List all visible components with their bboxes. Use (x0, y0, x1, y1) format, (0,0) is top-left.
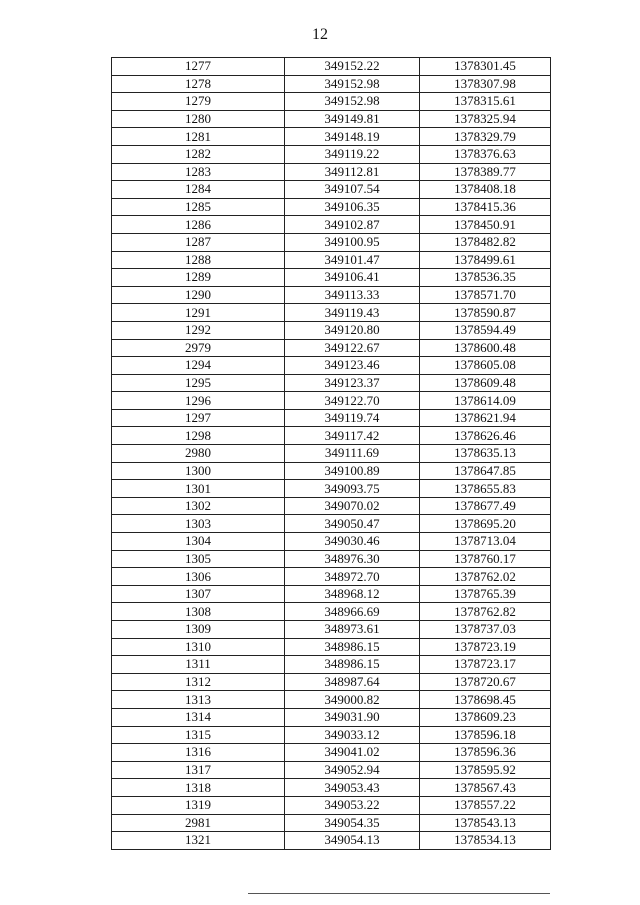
table-row (112, 779, 551, 797)
table-row (112, 392, 551, 410)
point-number-cell: 2980 (112, 445, 285, 463)
table-row (112, 163, 551, 181)
table-row (112, 568, 551, 586)
point-number-cell: 1316 (112, 744, 285, 762)
y-coordinate-cell: 1378762.02 (420, 568, 551, 586)
table-row (112, 216, 551, 234)
y-coordinate-cell: 1378737.03 (420, 621, 551, 639)
point-number-cell: 1308 (112, 603, 285, 621)
y-coordinate-cell: 1378698.45 (420, 691, 551, 709)
table-row (112, 251, 551, 269)
x-coordinate-cell: 348976.30 (285, 550, 420, 568)
y-coordinate-cell: 1378543.13 (420, 814, 551, 832)
y-coordinate-cell: 1378621.94 (420, 409, 551, 427)
y-coordinate-cell: 1378614.09 (420, 392, 551, 410)
point-number-cell: 1315 (112, 726, 285, 744)
x-coordinate-cell: 349111.69 (285, 445, 420, 463)
point-number-cell: 1286 (112, 216, 285, 234)
point-number-cell: 1314 (112, 708, 285, 726)
point-number-cell: 1306 (112, 568, 285, 586)
x-coordinate-cell: 349102.87 (285, 216, 420, 234)
table-row (112, 409, 551, 427)
point-number-cell: 1302 (112, 497, 285, 515)
point-number-cell: 1304 (112, 533, 285, 551)
point-number-cell: 2979 (112, 339, 285, 357)
x-coordinate-cell: 349113.33 (285, 286, 420, 304)
y-coordinate-cell: 1378389.77 (420, 163, 551, 181)
x-coordinate-cell: 349070.02 (285, 497, 420, 515)
x-coordinate-cell: 349106.35 (285, 198, 420, 216)
y-coordinate-cell: 1378594.49 (420, 321, 551, 339)
x-coordinate-cell: 349054.35 (285, 814, 420, 832)
table-row (112, 638, 551, 656)
point-number-cell: 1294 (112, 357, 285, 375)
y-coordinate-cell: 1378596.36 (420, 744, 551, 762)
table-row (112, 75, 551, 93)
table-row (112, 286, 551, 304)
point-number-cell: 1285 (112, 198, 285, 216)
point-number-cell: 1287 (112, 233, 285, 251)
point-number-cell: 1284 (112, 181, 285, 199)
y-coordinate-cell: 1378695.20 (420, 515, 551, 533)
y-coordinate-cell: 1378325.94 (420, 110, 551, 128)
y-coordinate-cell: 1378596.18 (420, 726, 551, 744)
x-coordinate-cell: 349101.47 (285, 251, 420, 269)
table-row (112, 550, 551, 568)
table-row (112, 233, 551, 251)
x-coordinate-cell: 349112.81 (285, 163, 420, 181)
table-row (112, 269, 551, 287)
x-coordinate-cell: 348968.12 (285, 585, 420, 603)
table-row (112, 58, 551, 76)
table-row (112, 497, 551, 515)
y-coordinate-cell: 1378557.22 (420, 796, 551, 814)
y-coordinate-cell: 1378408.18 (420, 181, 551, 199)
x-coordinate-cell: 349053.22 (285, 796, 420, 814)
y-coordinate-cell: 1378315.61 (420, 93, 551, 111)
y-coordinate-cell: 1378635.13 (420, 445, 551, 463)
table-row (112, 357, 551, 375)
table-row (112, 198, 551, 216)
table-row (112, 691, 551, 709)
table-row (112, 832, 551, 850)
y-coordinate-cell: 1378723.17 (420, 656, 551, 674)
point-number-cell: 1295 (112, 374, 285, 392)
y-coordinate-cell: 1378329.79 (420, 128, 551, 146)
table-row (112, 93, 551, 111)
table-row (112, 761, 551, 779)
point-number-cell: 1290 (112, 286, 285, 304)
x-coordinate-cell: 349030.46 (285, 533, 420, 551)
table-row (112, 585, 551, 603)
x-coordinate-cell: 349152.98 (285, 93, 420, 111)
x-coordinate-cell: 349119.74 (285, 409, 420, 427)
y-coordinate-cell: 1378713.04 (420, 533, 551, 551)
table-row (112, 533, 551, 551)
table-row (112, 673, 551, 691)
x-coordinate-cell: 349123.46 (285, 357, 420, 375)
table-row (112, 603, 551, 621)
x-coordinate-cell: 348987.64 (285, 673, 420, 691)
table-row (112, 708, 551, 726)
y-coordinate-cell: 1378450.91 (420, 216, 551, 234)
point-number-cell: 2981 (112, 814, 285, 832)
point-number-cell: 1307 (112, 585, 285, 603)
page-number: 12 (312, 26, 328, 43)
y-coordinate-cell: 1378626.46 (420, 427, 551, 445)
y-coordinate-cell: 1378376.63 (420, 145, 551, 163)
x-coordinate-cell: 348986.15 (285, 656, 420, 674)
table-row (112, 796, 551, 814)
x-coordinate-cell: 349119.43 (285, 304, 420, 322)
y-coordinate-cell: 1378600.48 (420, 339, 551, 357)
x-coordinate-cell: 349100.89 (285, 462, 420, 480)
x-coordinate-cell: 349053.43 (285, 779, 420, 797)
x-coordinate-cell: 349149.81 (285, 110, 420, 128)
y-coordinate-cell: 1378760.17 (420, 550, 551, 568)
x-coordinate-cell: 349148.19 (285, 128, 420, 146)
x-coordinate-cell: 349100.95 (285, 233, 420, 251)
point-number-cell: 1289 (112, 269, 285, 287)
point-number-cell: 1281 (112, 128, 285, 146)
y-coordinate-cell: 1378677.49 (420, 497, 551, 515)
x-coordinate-cell: 349122.70 (285, 392, 420, 410)
x-coordinate-cell: 349041.02 (285, 744, 420, 762)
x-coordinate-cell: 349152.22 (285, 58, 420, 76)
point-number-cell: 1319 (112, 796, 285, 814)
table-row (112, 814, 551, 832)
y-coordinate-cell: 1378499.61 (420, 251, 551, 269)
y-coordinate-cell: 1378595.92 (420, 761, 551, 779)
bottom-rule (248, 893, 550, 894)
coordinates-table (111, 57, 551, 850)
y-coordinate-cell: 1378655.83 (420, 480, 551, 498)
y-coordinate-cell: 1378415.36 (420, 198, 551, 216)
x-coordinate-cell: 349052.94 (285, 761, 420, 779)
table-row (112, 339, 551, 357)
table-row (112, 145, 551, 163)
y-coordinate-cell: 1378720.67 (420, 673, 551, 691)
x-coordinate-cell: 349033.12 (285, 726, 420, 744)
table-row (112, 621, 551, 639)
point-number-cell: 1277 (112, 58, 285, 76)
y-coordinate-cell: 1378307.98 (420, 75, 551, 93)
y-coordinate-cell: 1378482.82 (420, 233, 551, 251)
table-row (112, 462, 551, 480)
point-number-cell: 1292 (112, 321, 285, 339)
x-coordinate-cell: 349054.13 (285, 832, 420, 850)
point-number-cell: 1313 (112, 691, 285, 709)
point-number-cell: 1300 (112, 462, 285, 480)
point-number-cell: 1297 (112, 409, 285, 427)
x-coordinate-cell: 349122.67 (285, 339, 420, 357)
point-number-cell: 1288 (112, 251, 285, 269)
point-number-cell: 1283 (112, 163, 285, 181)
table-row (112, 445, 551, 463)
point-number-cell: 1303 (112, 515, 285, 533)
table-row (112, 427, 551, 445)
x-coordinate-cell: 349031.90 (285, 708, 420, 726)
point-number-cell: 1301 (112, 480, 285, 498)
point-number-cell: 1280 (112, 110, 285, 128)
y-coordinate-cell: 1378723.19 (420, 638, 551, 656)
x-coordinate-cell: 349117.42 (285, 427, 420, 445)
point-number-cell: 1279 (112, 93, 285, 111)
point-number-cell: 1298 (112, 427, 285, 445)
x-coordinate-cell: 348986.15 (285, 638, 420, 656)
x-coordinate-cell: 349119.22 (285, 145, 420, 163)
point-number-cell: 1311 (112, 656, 285, 674)
point-number-cell: 1312 (112, 673, 285, 691)
y-coordinate-cell: 1378567.43 (420, 779, 551, 797)
y-coordinate-cell: 1378534.13 (420, 832, 551, 850)
table-row (112, 744, 551, 762)
x-coordinate-cell: 349000.82 (285, 691, 420, 709)
table-row (112, 726, 551, 744)
point-number-cell: 1278 (112, 75, 285, 93)
table-row (112, 128, 551, 146)
table-row (112, 656, 551, 674)
point-number-cell: 1317 (112, 761, 285, 779)
y-coordinate-cell: 1378536.35 (420, 269, 551, 287)
point-number-cell: 1310 (112, 638, 285, 656)
y-coordinate-cell: 1378609.48 (420, 374, 551, 392)
point-number-cell: 1309 (112, 621, 285, 639)
table-row (112, 304, 551, 322)
y-coordinate-cell: 1378762.82 (420, 603, 551, 621)
point-number-cell: 1291 (112, 304, 285, 322)
y-coordinate-cell: 1378647.85 (420, 462, 551, 480)
x-coordinate-cell: 349093.75 (285, 480, 420, 498)
x-coordinate-cell: 349106.41 (285, 269, 420, 287)
y-coordinate-cell: 1378571.70 (420, 286, 551, 304)
x-coordinate-cell: 349120.80 (285, 321, 420, 339)
coordinates-table-body (112, 58, 551, 850)
table-row (112, 515, 551, 533)
x-coordinate-cell: 348973.61 (285, 621, 420, 639)
x-coordinate-cell: 349050.47 (285, 515, 420, 533)
x-coordinate-cell: 348966.69 (285, 603, 420, 621)
x-coordinate-cell: 349152.98 (285, 75, 420, 93)
point-number-cell: 1282 (112, 145, 285, 163)
x-coordinate-cell: 349123.37 (285, 374, 420, 392)
table-row (112, 374, 551, 392)
table-row (112, 181, 551, 199)
table-row (112, 321, 551, 339)
y-coordinate-cell: 1378590.87 (420, 304, 551, 322)
point-number-cell: 1296 (112, 392, 285, 410)
y-coordinate-cell: 1378765.39 (420, 585, 551, 603)
y-coordinate-cell: 1378301.45 (420, 58, 551, 76)
table-row (112, 480, 551, 498)
y-coordinate-cell: 1378609.23 (420, 708, 551, 726)
point-number-cell: 1321 (112, 832, 285, 850)
y-coordinate-cell: 1378605.08 (420, 357, 551, 375)
x-coordinate-cell: 348972.70 (285, 568, 420, 586)
table-row (112, 110, 551, 128)
x-coordinate-cell: 349107.54 (285, 181, 420, 199)
point-number-cell: 1318 (112, 779, 285, 797)
point-number-cell: 1305 (112, 550, 285, 568)
